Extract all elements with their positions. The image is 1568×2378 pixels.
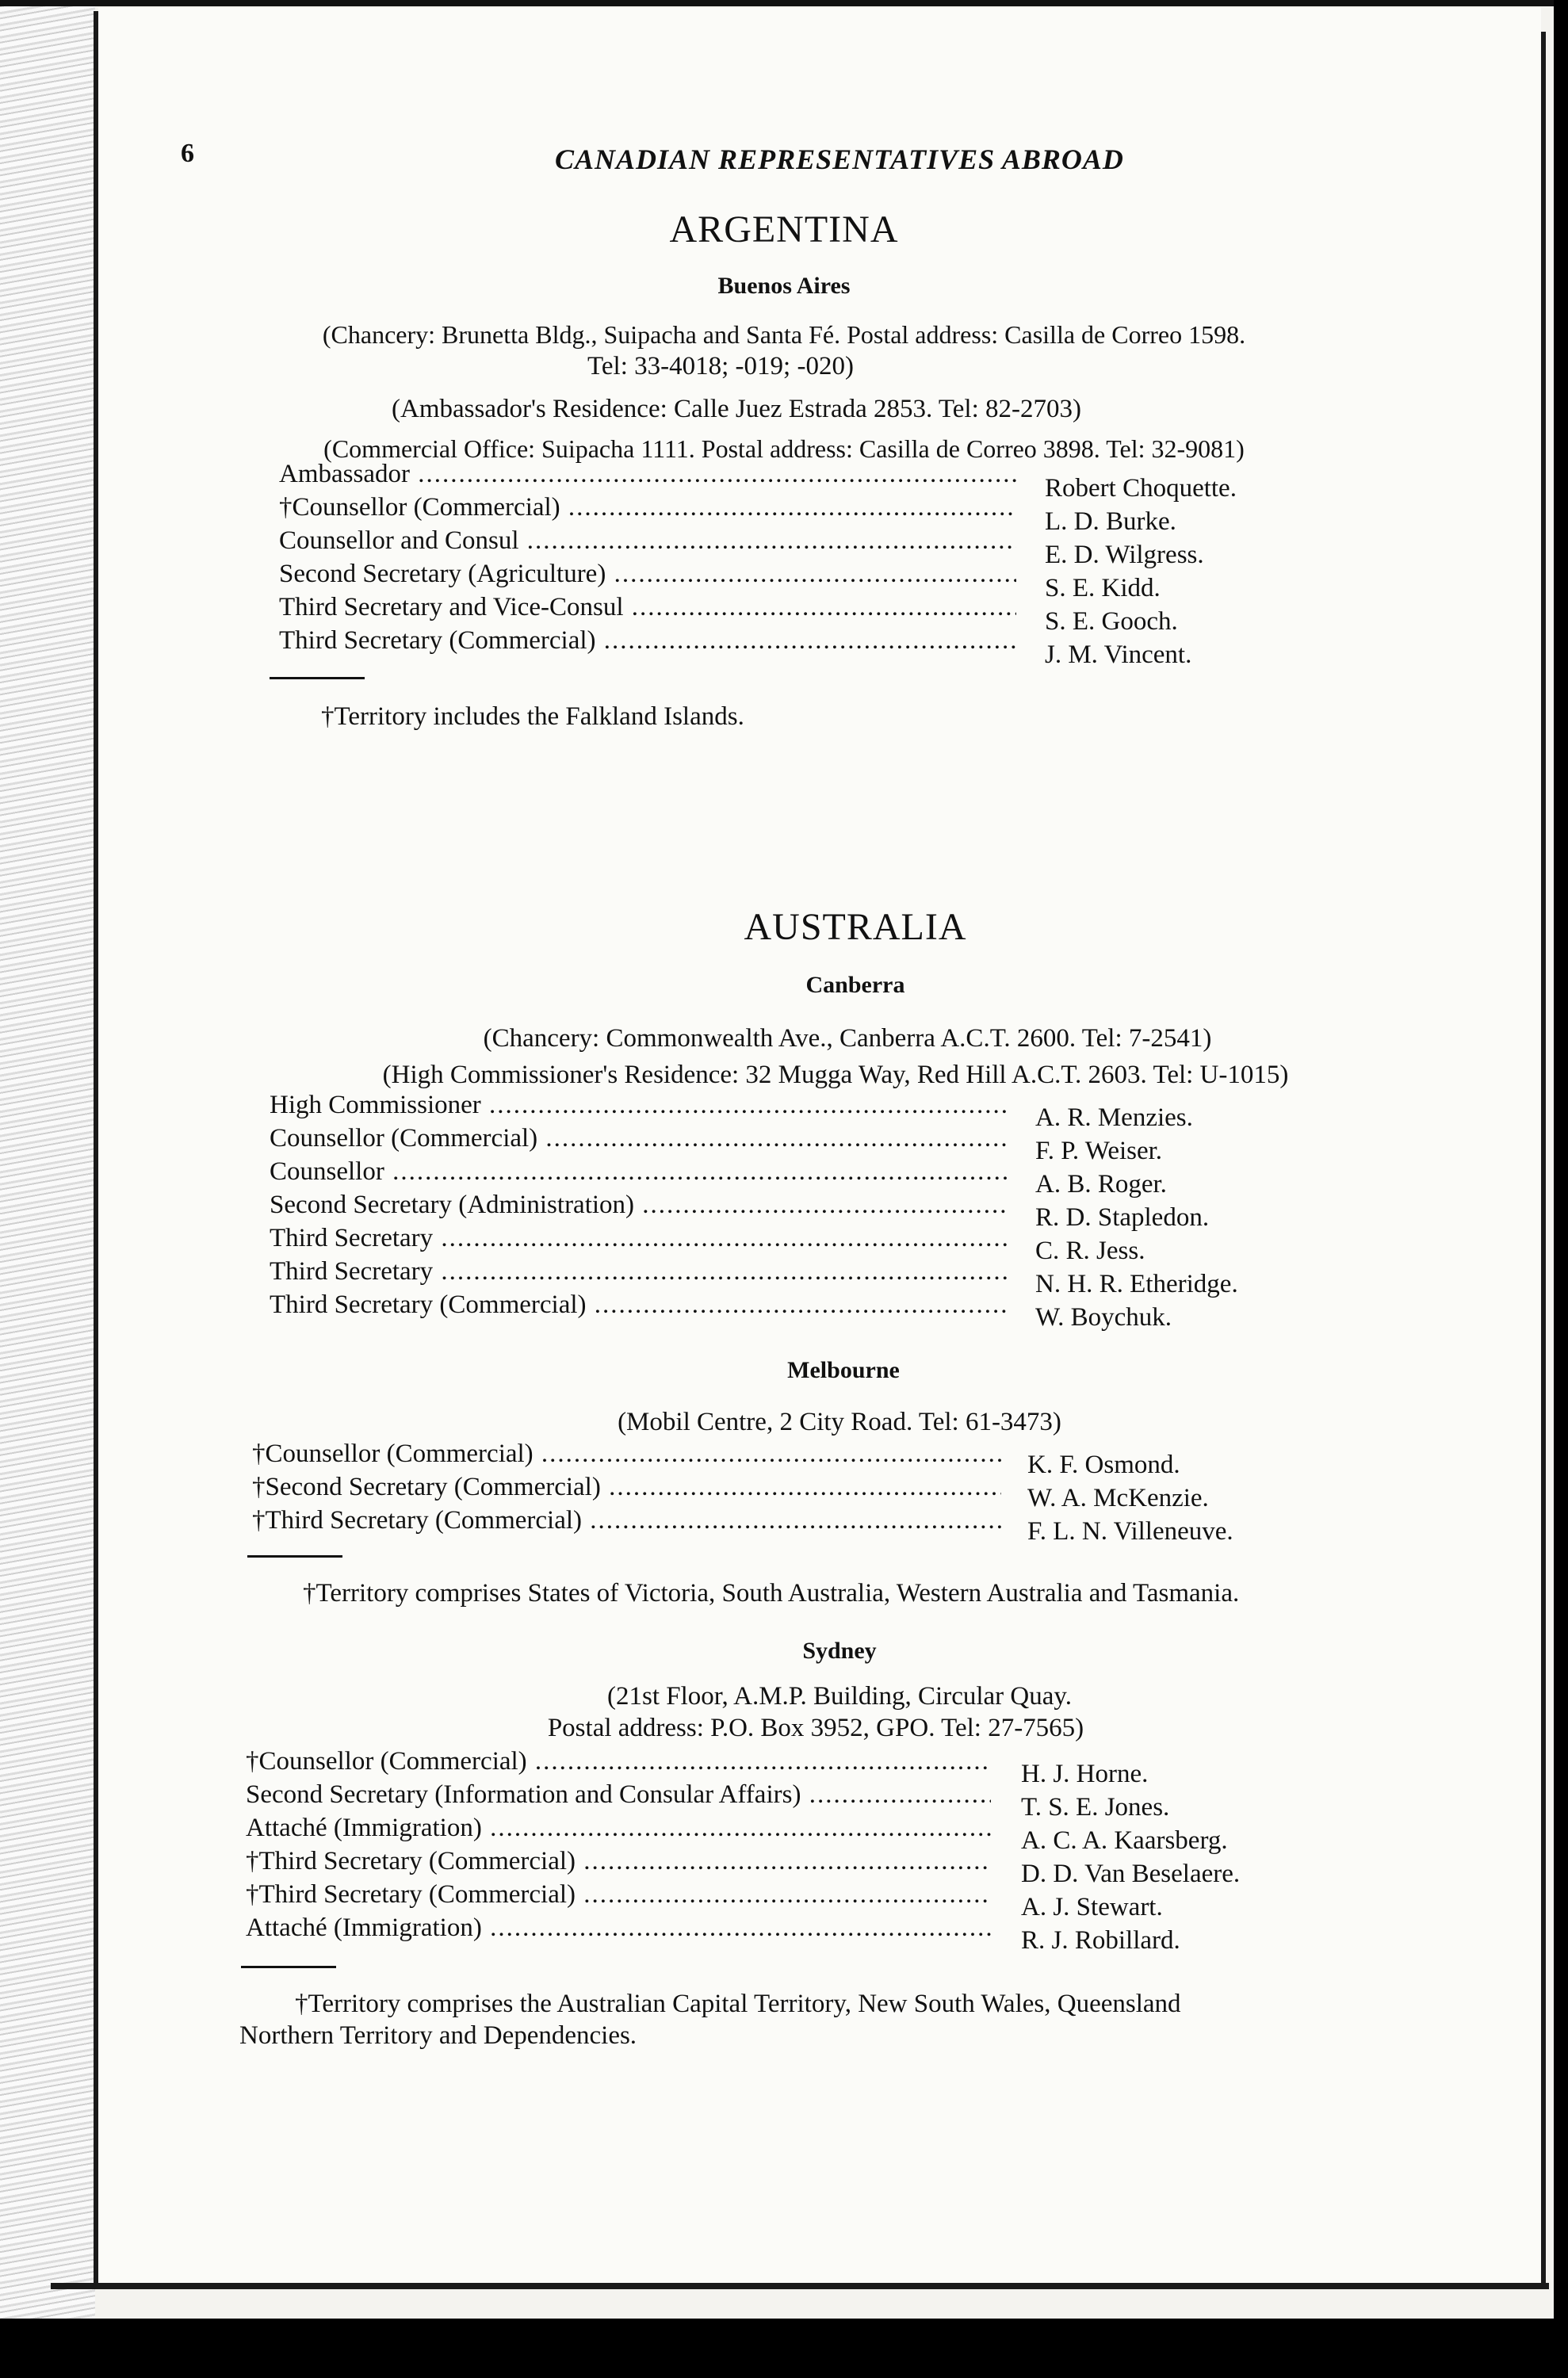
staff-name: R. J. Robillard.	[1021, 1926, 1180, 1955]
address-line: (Chancery: Brunetta Bldg., Suipacha and Santa Fé. Postal address: Casilla de Correo 1598.	[322, 320, 1246, 349]
staff-row	[279, 626, 1016, 659]
staff-names-canberra	[1035, 1103, 1238, 1336]
staff-row	[279, 593, 1016, 626]
staff-name: S. E. Kidd.	[1045, 574, 1161, 602]
staff-name: F. P. Weiser.	[1035, 1137, 1163, 1165]
staff-name: J. M. Vincent.	[1045, 640, 1192, 669]
staff-row	[279, 493, 1016, 526]
footnote-rule	[270, 677, 365, 679]
staff-name: W. A. McKenzie.	[1027, 1484, 1209, 1512]
staff-list-buenos-aires	[279, 460, 1016, 659]
staff-position: High Commissioner .....	[270, 1091, 1007, 1120]
staff-position: Third Secretary (Commercial) .....	[270, 1290, 1007, 1320]
footnote-sydney-line-2: Northern Territory and Dependencies.	[239, 2021, 637, 2050]
staff-row	[279, 460, 1016, 493]
staff-row	[270, 1091, 1007, 1124]
staff-name: C. R. Jess.	[1035, 1237, 1145, 1265]
city-heading-melbourne: Melbourne	[787, 1357, 900, 1383]
footnote-sydney-line-1: †Territory comprises the Australian Capital Territory, New South Wales, Queensland	[295, 1990, 1181, 2018]
address-line: Tel: 33-4018; -019; -020)	[587, 352, 854, 380]
staff-row	[279, 526, 1016, 560]
staff-name: A. B. Roger.	[1035, 1170, 1167, 1199]
running-header: CANADIAN REPRESENTATIVES ABROAD	[555, 143, 1124, 175]
staff-position: †Second Secretary (Commercial) .....	[252, 1473, 1001, 1502]
address-line: (21st Floor, A.M.P. Building, Circular Quay.	[607, 1682, 1072, 1711]
staff-position: Attaché (Immigration) .....	[246, 1814, 991, 1843]
staff-row	[270, 1224, 1007, 1257]
staff-position: Third Secretary and Vice-Consul .....	[279, 593, 1016, 622]
staff-name: R. D. Stapledon.	[1035, 1203, 1210, 1232]
scan-edge-top	[0, 0, 1568, 6]
country-heading-argentina: ARGENTINA	[669, 208, 899, 250]
city-heading-canberra: Canberra	[805, 972, 905, 998]
address-line: (Ambassador's Residence: Calle Juez Estrada 2853. Tel: 82-2703)	[392, 395, 1081, 423]
staff-row	[270, 1157, 1007, 1191]
staff-row	[246, 1880, 991, 1913]
staff-position: †Counsellor (Commercial) .....	[279, 493, 1016, 522]
staff-position: Counsellor .....	[270, 1157, 1007, 1187]
staff-row	[246, 1913, 991, 1947]
staff-row	[246, 1847, 991, 1880]
staff-position: Counsellor (Commercial) .....	[270, 1124, 1007, 1153]
staff-names-sydney	[1021, 1760, 1240, 1959]
staff-position: Second Secretary (Agriculture) .....	[279, 560, 1016, 589]
staff-name: F. L. N. Villeneuve.	[1027, 1517, 1233, 1546]
staff-position: †Third Secretary (Commercial) .....	[246, 1880, 991, 1910]
staff-row	[270, 1257, 1007, 1290]
address-line: (Chancery: Commonwealth Ave., Canberra A.C.T. 2600. Tel: 7-2541)	[483, 1024, 1212, 1053]
staff-position: †Counsellor (Commercial) .....	[246, 1747, 991, 1776]
staff-name: T. S. E. Jones.	[1021, 1793, 1170, 1822]
staff-position: Third Secretary .....	[270, 1257, 1007, 1286]
staff-name: A. J. Stewart.	[1021, 1893, 1163, 1921]
staff-row	[279, 560, 1016, 593]
staff-position: Attaché (Immigration) .....	[246, 1913, 991, 1943]
staff-row	[270, 1191, 1007, 1224]
address-line: (Mobil Centre, 2 City Road. Tel: 61-3473)	[618, 1408, 1061, 1436]
staff-row	[246, 1814, 991, 1847]
scan-edge-right	[1554, 0, 1568, 2378]
staff-position: Counsellor and Consul .....	[279, 526, 1016, 556]
staff-position: †Third Secretary (Commercial) .....	[252, 1506, 1001, 1535]
staff-name: L. D. Burke.	[1045, 507, 1176, 536]
staff-name: W. Boychuk.	[1035, 1303, 1172, 1332]
staff-position: Third Secretary (Commercial) .....	[279, 626, 1016, 656]
address-line: (Commercial Office: Suipacha 1111. Postal address: Casilla de Correo 3898. Tel: 32-9081)	[323, 434, 1245, 463]
staff-position: Second Secretary (Information and Consular Affairs) .....	[246, 1780, 991, 1810]
staff-position: †Counsellor (Commercial) .....	[252, 1439, 1001, 1469]
address-line: Postal address: P.O. Box 3952, GPO. Tel: 27-7565)	[547, 1714, 1084, 1742]
staff-position: Ambassador .....	[279, 460, 1016, 489]
staff-name: D. D. Van Beselaere.	[1021, 1860, 1241, 1888]
page-border-right	[1541, 32, 1546, 2287]
staff-name: E. D. Wilgress.	[1045, 541, 1204, 569]
staff-row	[246, 1780, 991, 1814]
staff-position: Second Secretary (Administration) .....	[270, 1191, 1007, 1220]
staff-name: S. E. Gooch.	[1045, 607, 1178, 636]
staff-row	[252, 1439, 1001, 1473]
staff-position: Third Secretary .....	[270, 1224, 1007, 1253]
scan-edge-bottom	[0, 2319, 1568, 2378]
staff-position: †Third Secretary (Commercial) .....	[246, 1847, 991, 1876]
staff-name: A. R. Menzies.	[1035, 1103, 1193, 1132]
footnote-argentina: †Territory includes the Falkland Islands.	[321, 702, 744, 731]
staff-name: N. H. R. Etheridge.	[1035, 1270, 1238, 1298]
address-line: (High Commissioner's Residence: 32 Mugga Way, Red Hill A.C.T. 2603. Tel: U-1015)	[382, 1061, 1289, 1089]
city-heading-buenos-aires: Buenos Aires	[717, 273, 851, 299]
staff-name: Robert Choquette.	[1045, 474, 1237, 503]
footnote-rule	[247, 1555, 342, 1558]
page-border-bottom	[51, 2283, 1549, 2289]
staff-row	[270, 1124, 1007, 1157]
staff-row	[270, 1290, 1007, 1324]
city-heading-sydney: Sydney	[802, 1638, 877, 1664]
footnote-rule	[241, 1966, 336, 1968]
country-heading-australia: AUSTRALIA	[744, 906, 967, 948]
staff-row	[252, 1506, 1001, 1539]
staff-names-melbourne	[1027, 1451, 1233, 1550]
page-number: 6	[181, 139, 194, 168]
staff-list-canberra	[270, 1091, 1007, 1324]
staff-row	[252, 1473, 1001, 1506]
staff-name: H. J. Horne.	[1021, 1760, 1149, 1788]
footnote-melbourne: †Territory comprises States of Victoria, South Australia, Western Australia and Tasmania.	[303, 1579, 1240, 1608]
staff-list-sydney	[246, 1747, 991, 1947]
staff-row	[246, 1747, 991, 1780]
staff-list-melbourne	[252, 1439, 1001, 1539]
staff-name: A. C. A. Kaarsberg.	[1021, 1826, 1228, 1855]
staff-names-buenos-aires	[1045, 474, 1237, 674]
staff-name: K. F. Osmond.	[1027, 1451, 1180, 1479]
